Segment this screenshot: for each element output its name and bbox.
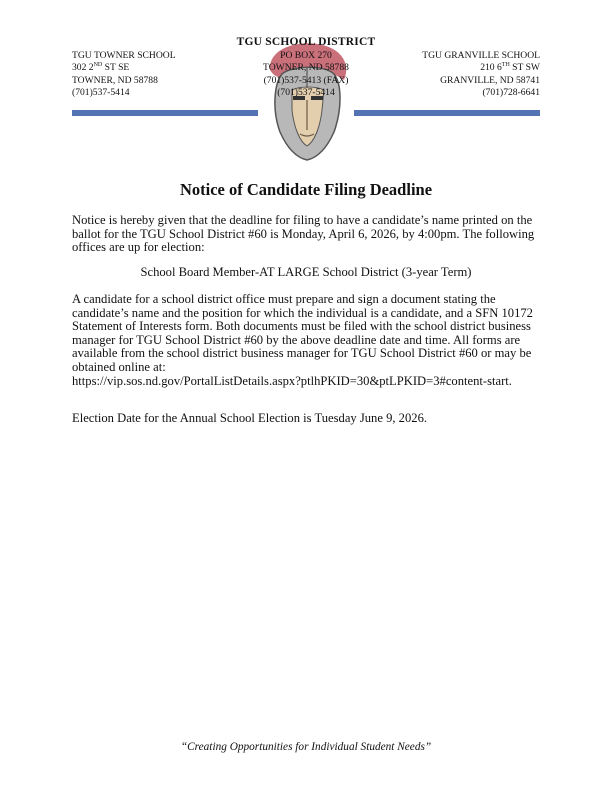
district-motto: “Creating Opportunities for Individual Student Needs” <box>180 741 432 753</box>
district-fax: (701)537-5413 (FAX) <box>263 74 349 86</box>
notice-paragraph-deadline: Notice is hereby given that the deadline for filing to have a candidate’s name printed on the ballot for the TGU School District #60 is Monday, April 6, 2026, by 4:00pm. The following offices are up for election: <box>72 213 535 255</box>
district-name: TGU SCHOOL DISTRICT <box>236 36 376 48</box>
towner-school-address <box>72 50 176 100</box>
granville-school-name: TGU GRANVILLE SCHOOL <box>422 50 540 61</box>
notice-title: Notice of Candidate Filing Deadline <box>179 180 433 199</box>
notice-paragraph-requirements <box>72 293 542 388</box>
district-phone: (701)537-5414 <box>277 87 335 99</box>
header-divider-left <box>72 110 258 116</box>
district-office-address <box>206 50 406 100</box>
granville-school-street: 210 6TH ST SW <box>480 62 540 74</box>
notice-paragraph-election-date: Election Date for the Annual School Election is Tuesday June 9, 2026. <box>72 411 428 425</box>
office-up-for-election: School Board Member-AT LARGE School District (3-year Term) <box>140 265 472 279</box>
header-divider-right <box>354 110 540 116</box>
granville-school-phone: (701)728-6641 <box>482 87 540 99</box>
district-city: TOWNER, ND 58788 <box>263 62 349 74</box>
towner-school-name: TGU TOWNER SCHOOL <box>72 50 176 61</box>
granville-school-city: GRANVILLE, ND 58741 <box>440 74 540 86</box>
district-po-box: PO BOX 270 <box>280 50 332 61</box>
portal-link[interactable]: https://vip.sos.nd.gov/PortalListDetails.aspx?ptlhPKID=30&ptLPKID=3#content-start. <box>72 373 512 388</box>
towner-school-phone: (701)537-5414 <box>72 87 130 99</box>
requirements-text: A candidate for a school district office must prepare and sign a document stating the candidate’s name and the position for which the individual is a candidate, and a SFN 10172 Statement of Interests form. Both documents must be filed with the school district business manager for TGU School District #60 by the above deadline date and time. All forms are available from the school district business manager for TGU School District #60 or may be obtained online at: <box>72 292 533 374</box>
towner-school-city: TOWNER, ND 58788 <box>72 74 158 86</box>
towner-school-street: 302 2ND ST SE <box>72 62 130 74</box>
granville-school-address <box>422 50 540 100</box>
